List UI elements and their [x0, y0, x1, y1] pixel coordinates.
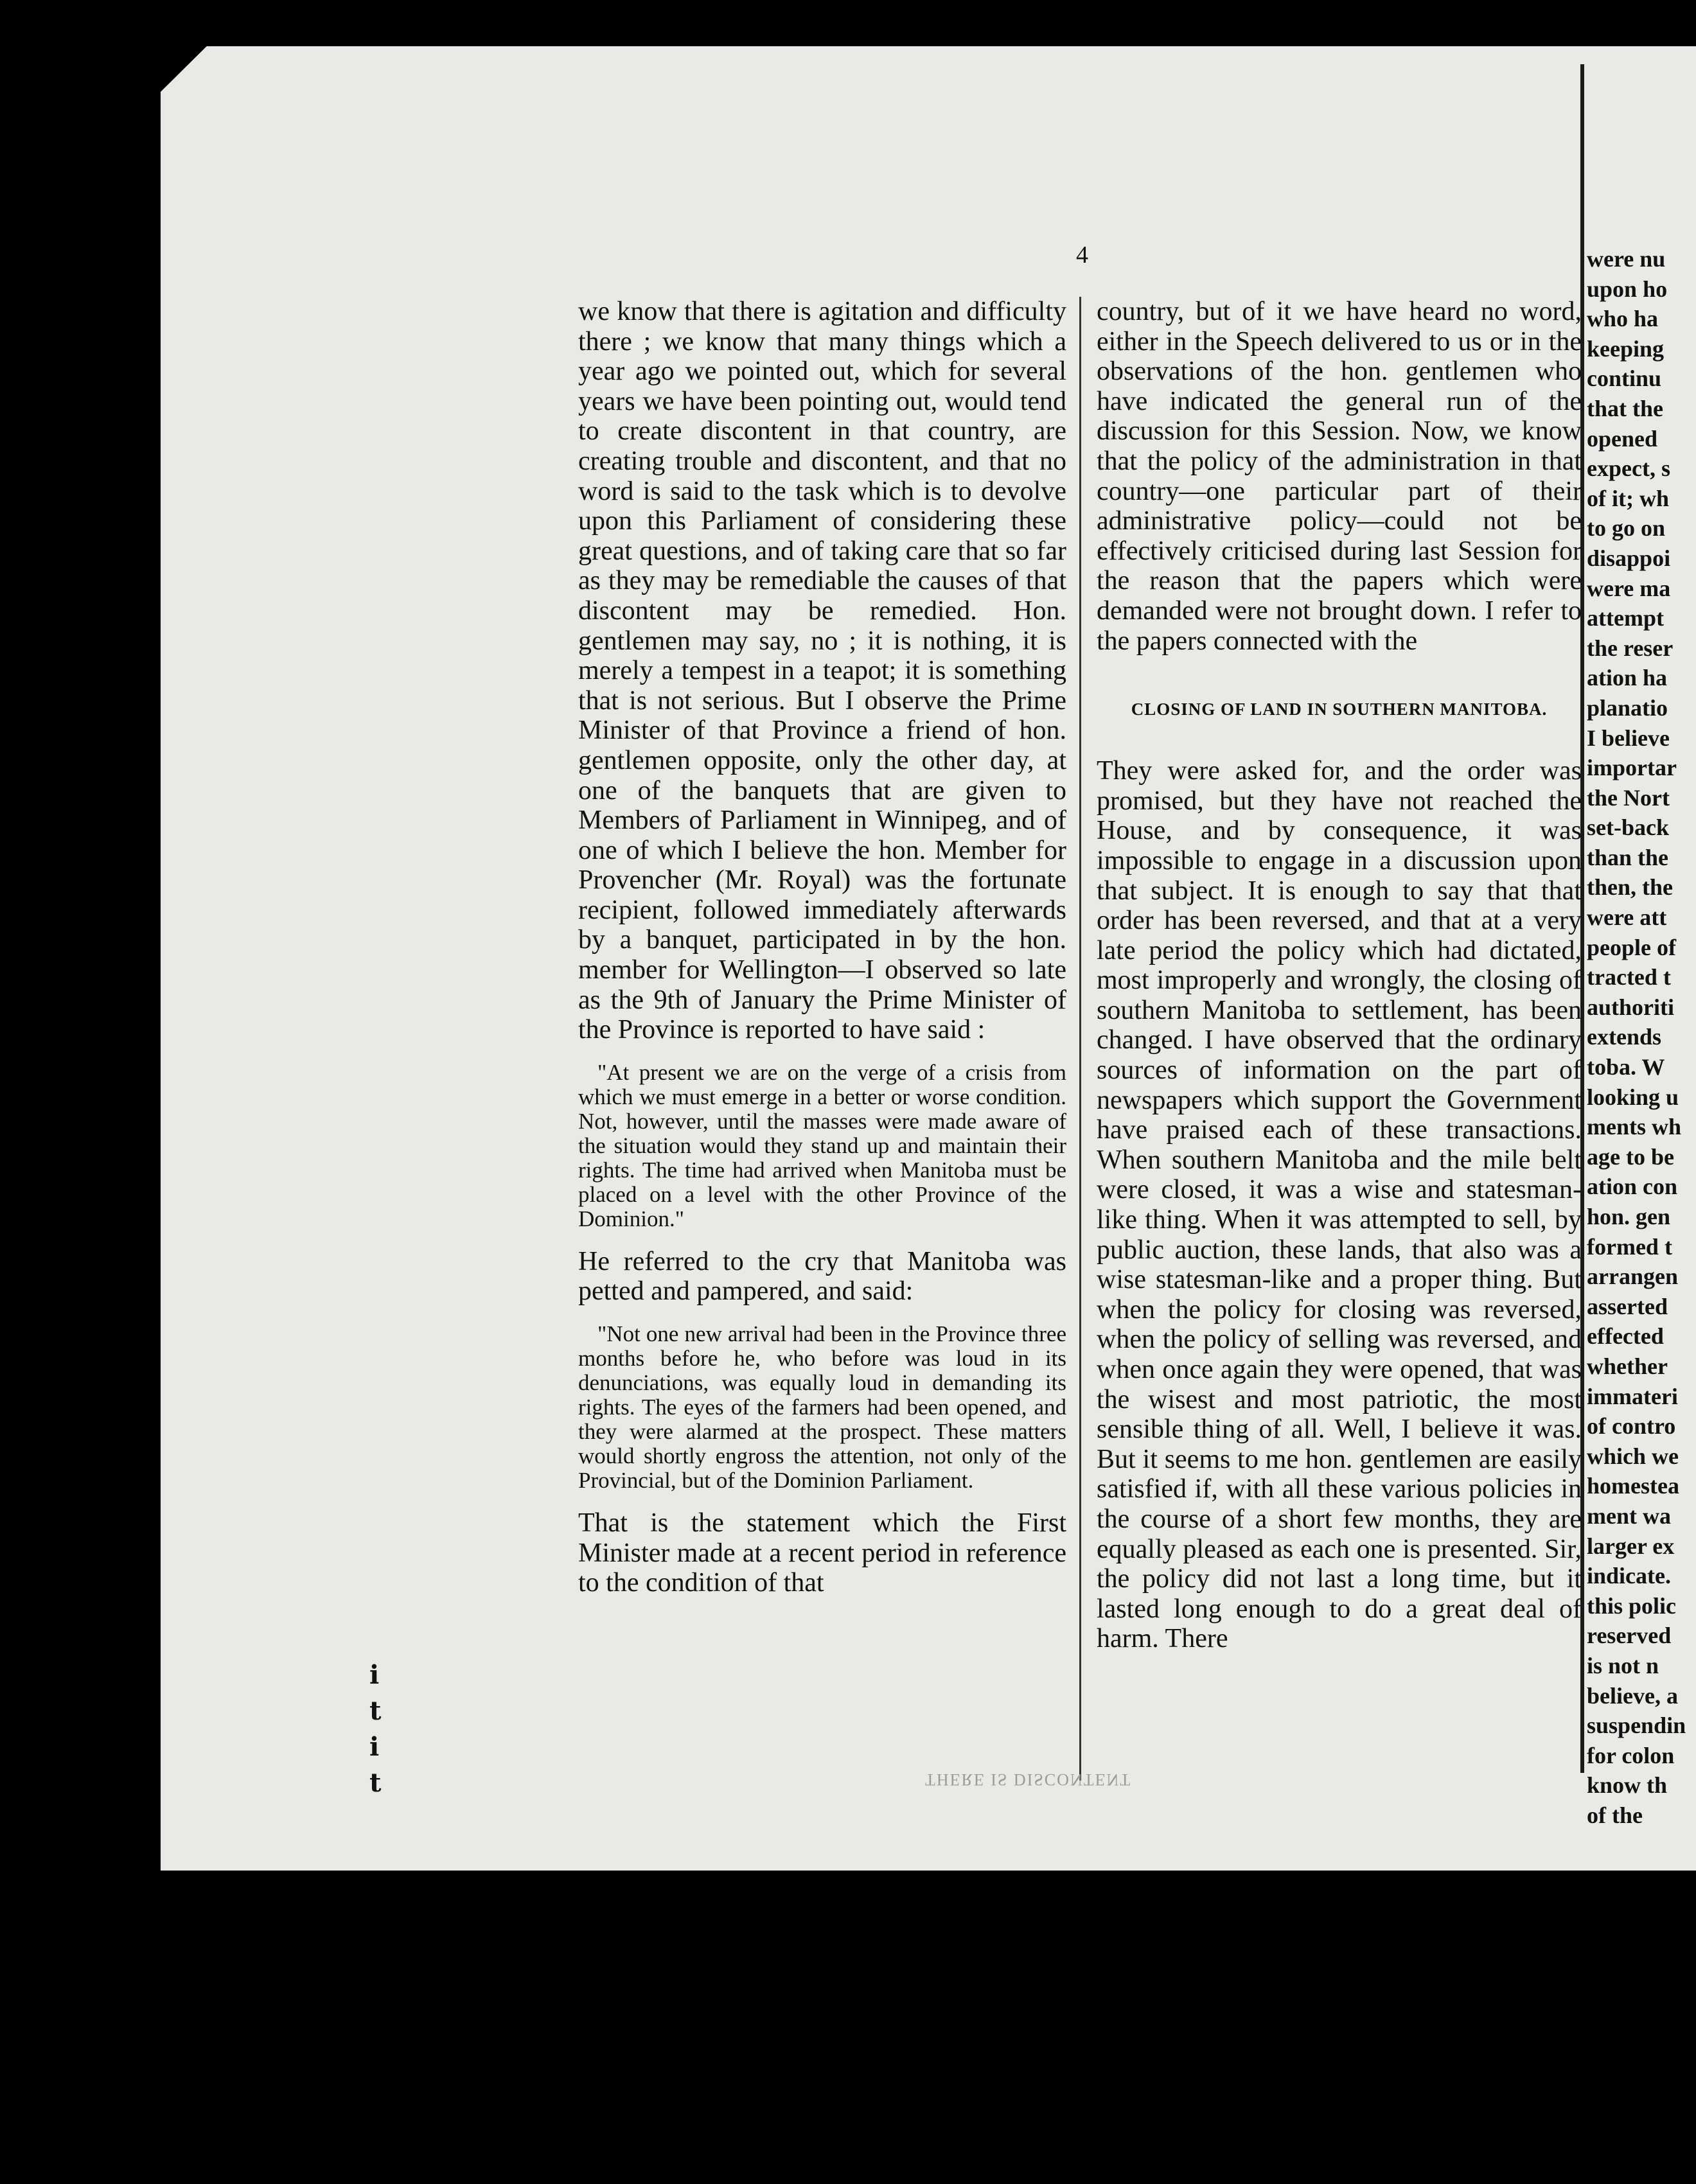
facing-page-line: believe, a [1587, 1682, 1678, 1709]
facing-page-line: tracted t [1587, 964, 1671, 991]
facing-page-line: keeping [1587, 335, 1665, 362]
paragraph: That is the statement which the First Minister made at a recent period in reference to the condition of that [578, 1508, 1066, 1598]
margin-mark: t [369, 1696, 382, 1726]
facing-page-line: importar [1587, 755, 1677, 781]
facing-page-line: to go on [1587, 515, 1666, 542]
facing-page-line: which we [1587, 1443, 1679, 1469]
facing-page-line: indicate. [1587, 1563, 1671, 1589]
facing-page-line: of contro [1587, 1413, 1676, 1440]
facing-page-line: who ha [1587, 306, 1659, 332]
margin-mark: i [369, 1660, 380, 1690]
text-column-left [578, 297, 1066, 1598]
facing-page-line: this polic [1587, 1592, 1677, 1619]
facing-page-line: people of [1587, 934, 1676, 960]
facing-page-line: for colon [1587, 1742, 1675, 1768]
facing-page-line: set-back [1587, 815, 1669, 841]
margin-marks [369, 1657, 381, 1801]
facing-page-line: planatio [1587, 694, 1668, 721]
facing-page-line: ments wh [1587, 1114, 1682, 1140]
facing-page-line: reserved [1587, 1623, 1672, 1649]
bleed-through-text: THERE IS DISCONTENT [925, 1770, 1132, 1789]
section-heading: CLOSING OF LAND IN SOUTHERN MANITOBA. [1131, 700, 1548, 719]
facing-page-line: expect, s [1587, 455, 1670, 482]
margin-mark: i [369, 1732, 380, 1762]
block-quote: "At present we are on the verge of a crisis from which we must emerge in a better or worse condition. Not, however, until the masses were made aware of the situation would they stand up and maintain their rights. The time had arrived when Manitoba must be placed on a level with the other Province of the Dominion." [578, 1059, 1066, 1231]
facing-page-line: extends [1587, 1024, 1661, 1050]
facing-page-line: larger ex [1587, 1533, 1675, 1559]
block-quote: "Not one new arrival had been in the Province three months before he, who before was loud in its denunciations, was equally loud in demanding its rights. The eyes of the farmers had been opened, and they were alarmed at the prospect. These matters would shortly engross the attention, not only of the Provincial, but of the Dominion Parliament. [578, 1321, 1066, 1493]
paragraph: He referred to the cry that Manitoba was petted and pampered, and said: [578, 1246, 1066, 1307]
facing-page-line: toba. W [1587, 1054, 1665, 1080]
facing-page-line: than the [1587, 844, 1669, 870]
facing-page-line: were nu [1587, 246, 1666, 272]
paragraph: we know that there is agitation and difficulty there ; we know that many things which a year ago we pointed out, which for several years we have been pointing out, would tend to create discontent in that country, are creating trouble and discontent, and that no word is said to the task which is to devolve upon this Parliament of considering these great questions, and of taking care that so far as they may be remediable the causes of that discontent may be remedied. Hon. gentlemen may say, no ; it is nothing, it is merely a tempest in a teapot; it is something that is not serious. But I observe the Prime Minister of that Province a friend of hon. gentlemen opposite, only the other day, at one of the banquets that are given to Members of Parliament in Winnipeg, and of one of which I believe the hon. Member for Provencher (Mr. Royal) was the fortunate recipient, followed immediately afterwards by a banquet, participated in by the hon. member for Wellington—I observed so late as the 9th of January the Prime Minister of the Province is reported to have said : [578, 297, 1066, 1045]
column-rule [1079, 297, 1081, 1781]
facing-page-line: effected [1587, 1323, 1664, 1350]
facing-page-line: immateri [1587, 1383, 1678, 1409]
margin-mark: t [369, 1768, 382, 1798]
facing-page-line: opened [1587, 425, 1658, 452]
facing-page-line: were att [1587, 904, 1667, 931]
facing-page-line: ation ha [1587, 665, 1668, 691]
facing-page-line: continu [1587, 365, 1662, 392]
facing-page-line: hon. gen [1587, 1204, 1671, 1229]
facing-page-line: of it; wh [1587, 485, 1669, 511]
facing-page-line: age to be [1587, 1143, 1674, 1170]
facing-page-line: formed t [1587, 1233, 1672, 1260]
facing-page-line: ation con [1587, 1174, 1678, 1200]
paragraph: They were asked for, and the order was promised, but they have not reached the House, and by consequence, it was impossible to engage in a discussion upon that subject. It is enough to say that that order has been reversed, and that at a very late period the policy which had dictated, most improperly and wrongly, the closing of southern Manitoba to settlement, has been changed. I have observed that the ordinary sources of information on the part of newspapers which support the Government have praised each of these transactions. When southern Manitoba and the mile belt were closed, it was a wise and statesman-like thing. When it was attempted to sell, by public auction, these lands, that also was a wise statesman-like and a proper thing. But when the policy for closing was reversed, when the policy of selling was reversed, and when once again they were opened, that was the wisest and most patriotic, the most sensible thing of all. Well, I believe it was. But it seems to me hon. gentlemen are easily satisfied if, with all these various policies in the course of a short few months, they are equally pleased as each one is presented. Sir, the policy did not last a long time, but it lasted long enough to do a great deal of harm. There [1097, 756, 1582, 1654]
facing-page-line: were ma [1587, 575, 1671, 601]
facing-page-line: ment wa [1587, 1502, 1671, 1529]
facing-page-fragment [1587, 244, 1696, 1828]
facing-page-line: upon ho [1587, 276, 1668, 302]
page-number: 4 [1076, 242, 1088, 269]
facing-page-line: suspendin [1587, 1713, 1686, 1739]
facing-page-line: disappoi [1587, 545, 1671, 571]
facing-page-line: of the [1587, 1802, 1643, 1828]
facing-page-line: I believe [1587, 725, 1670, 751]
facing-page-line: know th [1587, 1772, 1668, 1799]
facing-page-line: arrangen [1587, 1264, 1678, 1290]
facing-page-line: whether [1587, 1353, 1668, 1379]
text-column-right [1097, 297, 1582, 1654]
facing-page-line: then, the [1587, 874, 1673, 901]
facing-page-line: looking u [1587, 1084, 1679, 1110]
facing-page-line: is not n [1587, 1652, 1659, 1678]
facing-page-line: the Nort [1587, 784, 1670, 811]
facing-page-line: the reser [1587, 635, 1674, 661]
facing-page-line: authoriti [1587, 994, 1675, 1020]
facing-page-line: asserted [1587, 1293, 1668, 1319]
paragraph: country, but of it we have heard no word, either in the Speech delivered to us or in the observations of the hon. gentlemen who have indicated the general run of the discussion for this Session. Now, we know that the policy of the administration in that country—one particular part of their administrative policy—could not be effectively criticised during last Session for the reason that the papers which were demanded were not brought down. I refer to the papers connected with the [1097, 297, 1582, 656]
facing-page-line: that the [1587, 395, 1663, 421]
facing-page-line: attempt [1587, 605, 1664, 631]
facing-page-line: homestea [1587, 1473, 1679, 1499]
